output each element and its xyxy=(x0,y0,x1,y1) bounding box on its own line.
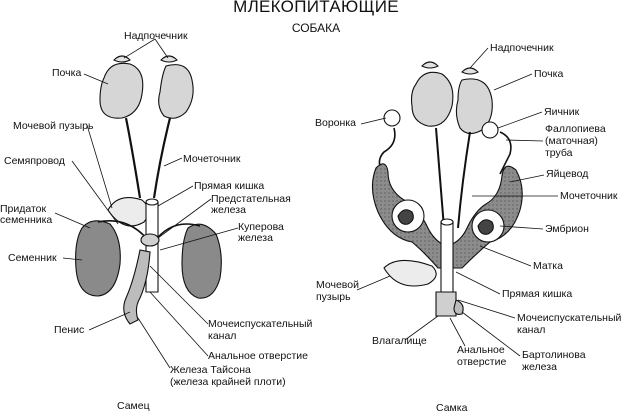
diagram-subtitle: СОБАКА xyxy=(291,21,341,35)
female-adrenal-right xyxy=(462,68,478,74)
male-adrenal-left xyxy=(114,56,130,62)
male-label-rectum: Прямая кишка xyxy=(194,180,265,192)
male-label-kidney: Почка xyxy=(52,67,82,79)
male-testis-left xyxy=(76,221,121,296)
female-label-bartholin-1: Бартолинова xyxy=(522,349,586,361)
female-label-funnel: Воронка xyxy=(315,117,356,129)
female-label-anus-1: Анальное xyxy=(457,344,505,356)
male-label-vas-deferens: Семяпровод xyxy=(4,155,65,167)
male-label-cowper-2: железа xyxy=(238,232,273,244)
female-label-tube-2: (маточная) xyxy=(545,135,598,147)
male-label-testis: Семенник xyxy=(8,252,57,264)
male-label-prostate-1: Предстательная xyxy=(211,193,291,205)
male-label-tyson-2: (железа крайней плоти) xyxy=(170,376,286,388)
male-kidney-left xyxy=(100,63,143,118)
male-label-cowper-1: Куперова xyxy=(238,221,284,233)
female-label-kidney: Почка xyxy=(534,68,564,80)
female-label-embryo: Эмбрион xyxy=(545,223,589,235)
female-caption: Самка xyxy=(436,402,468,414)
female-label-rectum: Прямая кишка xyxy=(502,288,573,300)
male-label-urogenital-2: канал xyxy=(208,330,237,342)
male-label-adrenal: Надпочечник xyxy=(124,30,188,42)
male-label-bladder: Мочевой пузырь xyxy=(13,120,94,132)
female-ureter-left xyxy=(436,128,444,228)
female-label-vagina: Влагалище xyxy=(372,335,427,347)
female-label-urogenital-2: канал xyxy=(517,324,546,336)
male-label-epididymis-2: семенника xyxy=(0,214,53,226)
female-label-urogenital-1: Мочеиспускательный xyxy=(517,312,622,324)
male-label-penis: Пенис xyxy=(54,324,85,336)
female-embryo-right xyxy=(472,210,504,242)
female-label-uterus: Матка xyxy=(533,260,563,272)
male-label-prostate-2: железа xyxy=(211,204,246,216)
female-bladder xyxy=(384,260,436,286)
male-label-epididymis-1: Придаток xyxy=(0,203,47,215)
female-label-tube-1: Фаллопиева xyxy=(545,123,606,135)
male-caption: Самец xyxy=(117,400,150,412)
male-prostate xyxy=(141,234,159,246)
female-label-ureter: Мочеточник xyxy=(560,190,618,202)
male-label-anus: Анальное отверстие xyxy=(208,350,308,362)
female-embryo-left xyxy=(392,200,424,232)
female-adrenal-left xyxy=(422,62,438,68)
female-label-bladder-1: Мочевой xyxy=(316,279,359,291)
female-label-bladder-2: пузырь xyxy=(316,291,351,303)
female-label-tube-3: труба xyxy=(545,147,573,159)
female-ovary-left xyxy=(384,110,400,126)
male-ureter-right xyxy=(154,118,170,198)
diagram-title: МЛЕКОПИТАЮЩИЕ xyxy=(233,0,399,16)
female-vagina xyxy=(436,292,456,316)
male-testis-right xyxy=(182,224,221,298)
male-kidney-right xyxy=(159,65,193,119)
male-rectum xyxy=(146,202,158,292)
female-label-bartholin-2: железа xyxy=(522,361,557,373)
female-ureter-right xyxy=(458,132,470,228)
female-label-adrenal: Надпочечник xyxy=(490,42,554,54)
male-ureter-left xyxy=(126,118,140,198)
female-label-ovary: Яичник xyxy=(544,106,580,118)
male-adrenal-right xyxy=(161,56,177,62)
female-drawing xyxy=(372,62,522,316)
female-label-anus-2: отверстие xyxy=(457,356,507,368)
female-rectum xyxy=(441,222,453,292)
male-label-tyson-1: Железа Тайсона xyxy=(170,364,251,376)
female-kidney-left xyxy=(412,72,453,126)
female-label-oviduct: Яйцевод xyxy=(546,168,589,180)
female-ovary-right xyxy=(482,122,498,138)
female-bartholin-gland xyxy=(454,300,463,314)
male-label-urogenital-1: Мочеиспускательный xyxy=(208,318,313,330)
male-label-ureter: Мочеточник xyxy=(183,153,241,165)
